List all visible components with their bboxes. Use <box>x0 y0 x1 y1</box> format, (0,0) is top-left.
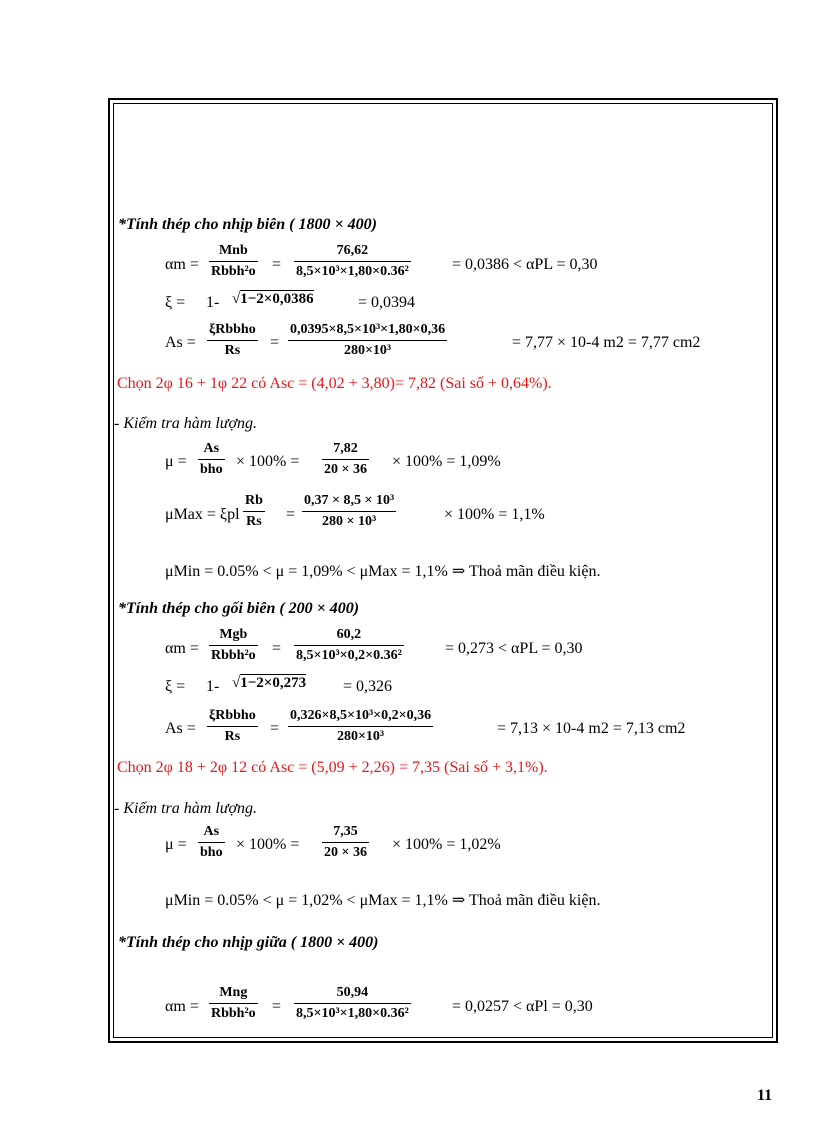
page-number: 11 <box>757 1087 773 1104</box>
section-title: *Tính thép cho gối biên ( 200 × 400) <box>118 600 360 617</box>
fraction-denominator: Rbbh²o <box>211 1006 256 1021</box>
mu-result: × 100% = 1,09% <box>392 453 501 470</box>
check-title: - Kiểm tra hàm lượng. <box>114 415 258 432</box>
fraction-numerator: As <box>203 824 220 839</box>
fraction-moment <box>209 241 258 282</box>
fraction-numerator: Mng <box>219 985 248 1000</box>
alpha-m-label: αm = <box>165 998 199 1015</box>
fraction-ratio <box>198 439 225 480</box>
fraction-denominator: 8,5×10³×1,80×0.36² <box>296 264 409 279</box>
fraction-values <box>294 241 411 282</box>
fraction-denominator: 280×10³ <box>336 729 385 744</box>
alpha-m-label: αm = <box>165 256 199 273</box>
mu-max-result: × 100% = 1,1% <box>444 506 545 523</box>
mu-label: μ = <box>165 836 187 853</box>
fraction-formula <box>207 320 258 361</box>
fraction-values <box>322 439 369 480</box>
fraction-denominator: 280×10³ <box>343 343 392 358</box>
fraction-moment <box>209 983 258 1024</box>
fraction-values <box>294 983 411 1024</box>
fraction-numerator: 0,0395×8,5×10³×1,80×0,36 <box>290 322 446 337</box>
section-title: *Tính thép cho nhịp giữa ( 1800 × 400) <box>118 934 379 951</box>
rebar-choice: Chọn 2φ 16 + 1φ 22 có Asc = (4,02 + 3,80)= 7,82 (Sai số + 0,64%). <box>117 375 552 392</box>
fraction-numerator: 0,326×8,5×10³×0,2×0,36 <box>290 708 432 723</box>
fraction-denominator: Rbbh²o <box>211 264 256 279</box>
conclusion: μMin = 0.05% < μ = 1,02% < μMax = 1,1% ⇒ Thoả mãn điều kiện. <box>165 892 601 909</box>
alpha-m-label: αm = <box>165 640 199 657</box>
mu-max-label: μMax = ξpl <box>165 506 240 523</box>
fraction-denominator: 20 × 36 <box>324 845 367 860</box>
xi-sqrt: √1−2×0,0386 <box>232 291 314 307</box>
conclusion: μMin = 0.05% < μ = 1,09% < μMax = 1,1% ⇒ Thoả mãn điều kiện. <box>165 563 601 580</box>
fraction-denominator: 280 × 10³ <box>321 514 377 529</box>
fraction-numerator: 76,62 <box>336 243 369 258</box>
alpha-m-result: = 0,0386 < αPL = 0,30 <box>452 256 598 273</box>
fraction-numerator: Mgb <box>219 627 248 642</box>
mu-result: × 100% = 1,02% <box>392 836 501 853</box>
fraction-strength <box>243 491 265 532</box>
fraction-values <box>294 625 404 666</box>
as-label: As = <box>165 334 196 351</box>
check-title: - Kiểm tra hàm lượng. <box>114 800 258 817</box>
fraction-denominator: bho <box>200 462 223 477</box>
fraction-values <box>322 822 369 863</box>
fraction-numerator: Mnb <box>218 243 248 258</box>
alpha-m-result: = 0,273 < αPL = 0,30 <box>445 640 583 657</box>
fraction-denominator: Rs <box>224 729 241 744</box>
as-label: As = <box>165 720 196 737</box>
rebar-choice: Chọn 2φ 18 + 2φ 12 có Asc = (5,09 + 2,26) = 7,35 (Sai số + 3,1%). <box>117 759 548 776</box>
fraction-moment <box>209 625 258 666</box>
fraction-numerator: 0,37 × 8,5 × 10³ <box>304 493 395 508</box>
fraction-denominator: Rs <box>246 514 262 529</box>
as-result: = 7,77 × 10-4 m2 = 7,77 cm2 <box>512 334 701 351</box>
xi-label: ξ = <box>165 294 186 311</box>
mu-label: μ = <box>165 453 187 470</box>
fraction-values <box>302 491 396 532</box>
fraction-values <box>288 706 433 747</box>
fraction-numerator: ξRbbho <box>209 322 256 337</box>
as-result: = 7,13 × 10-4 m2 = 7,13 cm2 <box>497 720 686 737</box>
fraction-numerator: As <box>203 441 220 456</box>
fraction-ratio <box>198 822 225 863</box>
xi-result: = 0,326 <box>343 678 393 695</box>
fraction-numerator: Rb <box>245 493 263 508</box>
fraction-numerator: ξRbbho <box>209 708 256 723</box>
fraction-denominator: bho <box>200 845 223 860</box>
fraction-values <box>288 320 447 361</box>
fraction-numerator: 60,2 <box>336 627 362 642</box>
fraction-numerator: 7,35 <box>333 824 358 839</box>
xi-label: ξ = <box>165 678 186 695</box>
fraction-numerator: 50,94 <box>336 985 369 1000</box>
fraction-denominator: 20 × 36 <box>324 462 367 477</box>
fraction-formula <box>207 706 258 747</box>
fraction-denominator: 8,5×10³×1,80×0.36² <box>296 1006 409 1021</box>
section-title: *Tính thép cho nhịp biên ( 1800 × 400) <box>118 216 377 233</box>
fraction-denominator: Rs <box>224 343 241 358</box>
xi-sqrt: √1−2×0,273 <box>232 675 307 691</box>
fraction-denominator: Rbbh²o <box>211 648 256 663</box>
xi-result: = 0,0394 <box>358 294 416 311</box>
alpha-m-result: = 0,0257 < αPl = 0,30 <box>452 998 593 1015</box>
fraction-denominator: 8,5×10³×0,2×0.36² <box>296 648 402 663</box>
fraction-numerator: 7,82 <box>333 441 358 456</box>
